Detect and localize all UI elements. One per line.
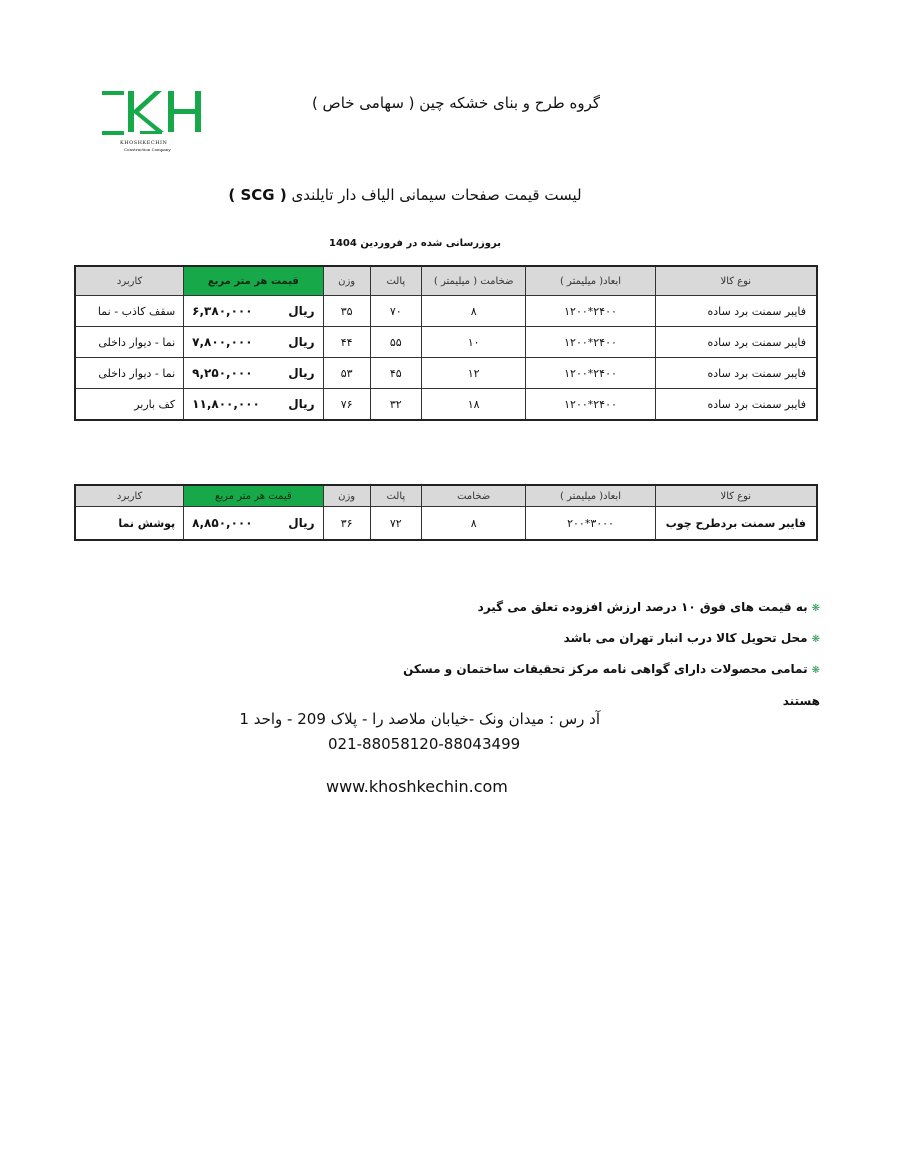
price-amount: ۶,۳۸۰,۰۰۰ [192, 304, 253, 318]
address: آد رس : میدان ونک -خیابان ملاصد را - پلاک 209 - واحد 1 [239, 710, 600, 728]
header-pallet: پالت [370, 266, 421, 296]
header-product: نوع کالا [655, 266, 817, 296]
cell-weight: ۴۴ [323, 327, 370, 358]
table-header-row [75, 485, 817, 507]
header-dimensions: ابعاد( میلیمتر ) [526, 266, 655, 296]
cell-price [184, 296, 323, 327]
note-item [380, 654, 820, 708]
cell-product: فایبر سمنت برد ساده [655, 327, 817, 358]
note-item [380, 592, 820, 623]
header-thickness: ضخامت ( میلیمتر ) [421, 266, 526, 296]
bullet-icon: ❋ [811, 603, 820, 614]
update-date: بروزرسانی شده در فروردین 1404 [329, 238, 501, 249]
cell-pallet: ۵۵ [370, 327, 421, 358]
cell-pallet: ۷۰ [370, 296, 421, 327]
website-link[interactable]: www.khoshkechin.com [326, 777, 508, 796]
price-amount: ۷,۸۰۰,۰۰۰ [192, 335, 253, 349]
cell-dimensions: ۲۴۰۰*۱۲۰۰ [526, 296, 655, 327]
table-row [75, 358, 817, 389]
logo-text: KHOSHKECHIN [120, 140, 168, 146]
cell-dimensions: ۲۴۰۰*۱۲۰۰ [526, 327, 655, 358]
cell-thickness: ۱۸ [421, 389, 526, 421]
notes-list [380, 592, 820, 708]
cell-thickness: ۸ [421, 296, 526, 327]
header-weight: وزن [323, 485, 370, 507]
cell-dimensions: ۲۴۰۰*۱۲۰۰ [526, 389, 655, 421]
header-product: نوع کالا [655, 485, 817, 507]
page-title [200, 186, 610, 204]
cell-price [184, 389, 323, 421]
note-item [380, 623, 820, 654]
cell-weight: ۵۳ [323, 358, 370, 389]
cell-usage: پوشش نما [75, 507, 184, 541]
title-brand: ( SCG ) [228, 186, 287, 204]
cell-pallet: ۷۲ [370, 507, 421, 541]
price-currency: ریال [288, 304, 315, 318]
cell-product: فایبر سمنت برد ساده [655, 358, 817, 389]
price-currency: ریال [288, 335, 315, 349]
price-currency: ریال [288, 516, 315, 530]
title-text: لیست قیمت صفحات سیمانی الیاف دار تایلندی [291, 186, 582, 204]
cell-usage: کف باربر [75, 389, 184, 421]
price-amount: ۱۱,۸۰۰,۰۰۰ [192, 397, 260, 411]
table-row [75, 296, 817, 327]
cell-product: فایبر سمنت برد ساده [655, 296, 817, 327]
price-table-wood-board [74, 484, 818, 541]
phone-number: 021-88058120-88043499 [328, 735, 521, 753]
bullet-icon: ❋ [811, 665, 820, 676]
header-usage: کاربرد [75, 485, 184, 507]
note-text: به قیمت های فوق ۱۰ درصد ارزش افزوده تعلق می گیرد [477, 600, 808, 614]
cell-price [184, 507, 323, 541]
cell-price [184, 358, 323, 389]
table-row [75, 507, 817, 541]
cell-thickness: ۱۰ [421, 327, 526, 358]
logo-subtext: Construction Company [124, 147, 171, 152]
cell-pallet: ۳۲ [370, 389, 421, 421]
cell-usage: سقف کاذب - نما [75, 296, 184, 327]
note-text: محل تحویل کالا درب انبار تهران می باشد [563, 631, 808, 645]
table-header-row [75, 266, 817, 296]
cell-product: فایبر سمنت برد ساده [655, 389, 817, 421]
company-name: گروه طرح و بنای خشکه چین ( سهامی خاص ) [311, 94, 600, 112]
price-currency: ریال [288, 366, 315, 380]
cell-weight: ۳۵ [323, 296, 370, 327]
company-logo [100, 88, 208, 158]
price-amount: ۸,۸۵۰,۰۰۰ [192, 516, 253, 530]
header-pallet: پالت [370, 485, 421, 507]
cell-dimensions: ۳۰۰۰*۲۰۰ [526, 507, 655, 541]
table-row [75, 389, 817, 421]
header-weight: وزن [323, 266, 370, 296]
cell-thickness: ۱۲ [421, 358, 526, 389]
header-price: قیمت هر متر مربع [184, 266, 323, 296]
cell-usage: نما - دیوار داخلی [75, 327, 184, 358]
header-usage: کاربرد [75, 266, 184, 296]
header-thickness: ضخامت [421, 485, 526, 507]
cell-thickness: ۸ [421, 507, 526, 541]
header-dimensions: ابعاد( میلیمتر ) [526, 485, 655, 507]
bullet-icon: ❋ [811, 634, 820, 645]
cell-product: فایبر سمنت بردطرح چوب [655, 507, 817, 541]
table-row [75, 327, 817, 358]
cell-weight: ۷۶ [323, 389, 370, 421]
cell-dimensions: ۲۴۰۰*۱۲۰۰ [526, 358, 655, 389]
note-text: تمامی محصولات دارای گواهی نامه مرکز تحقیقات ساختمان و مسکن هستند [403, 662, 820, 708]
header-price: قیمت هر متر مربع [184, 485, 323, 507]
cell-usage: نما - دیوار داخلی [75, 358, 184, 389]
cell-weight: ۳۶ [323, 507, 370, 541]
price-table-plain-board [74, 265, 818, 421]
cell-pallet: ۴۵ [370, 358, 421, 389]
cell-price [184, 327, 323, 358]
price-amount: ۹,۲۵۰,۰۰۰ [192, 366, 253, 380]
price-currency: ریال [288, 397, 315, 411]
